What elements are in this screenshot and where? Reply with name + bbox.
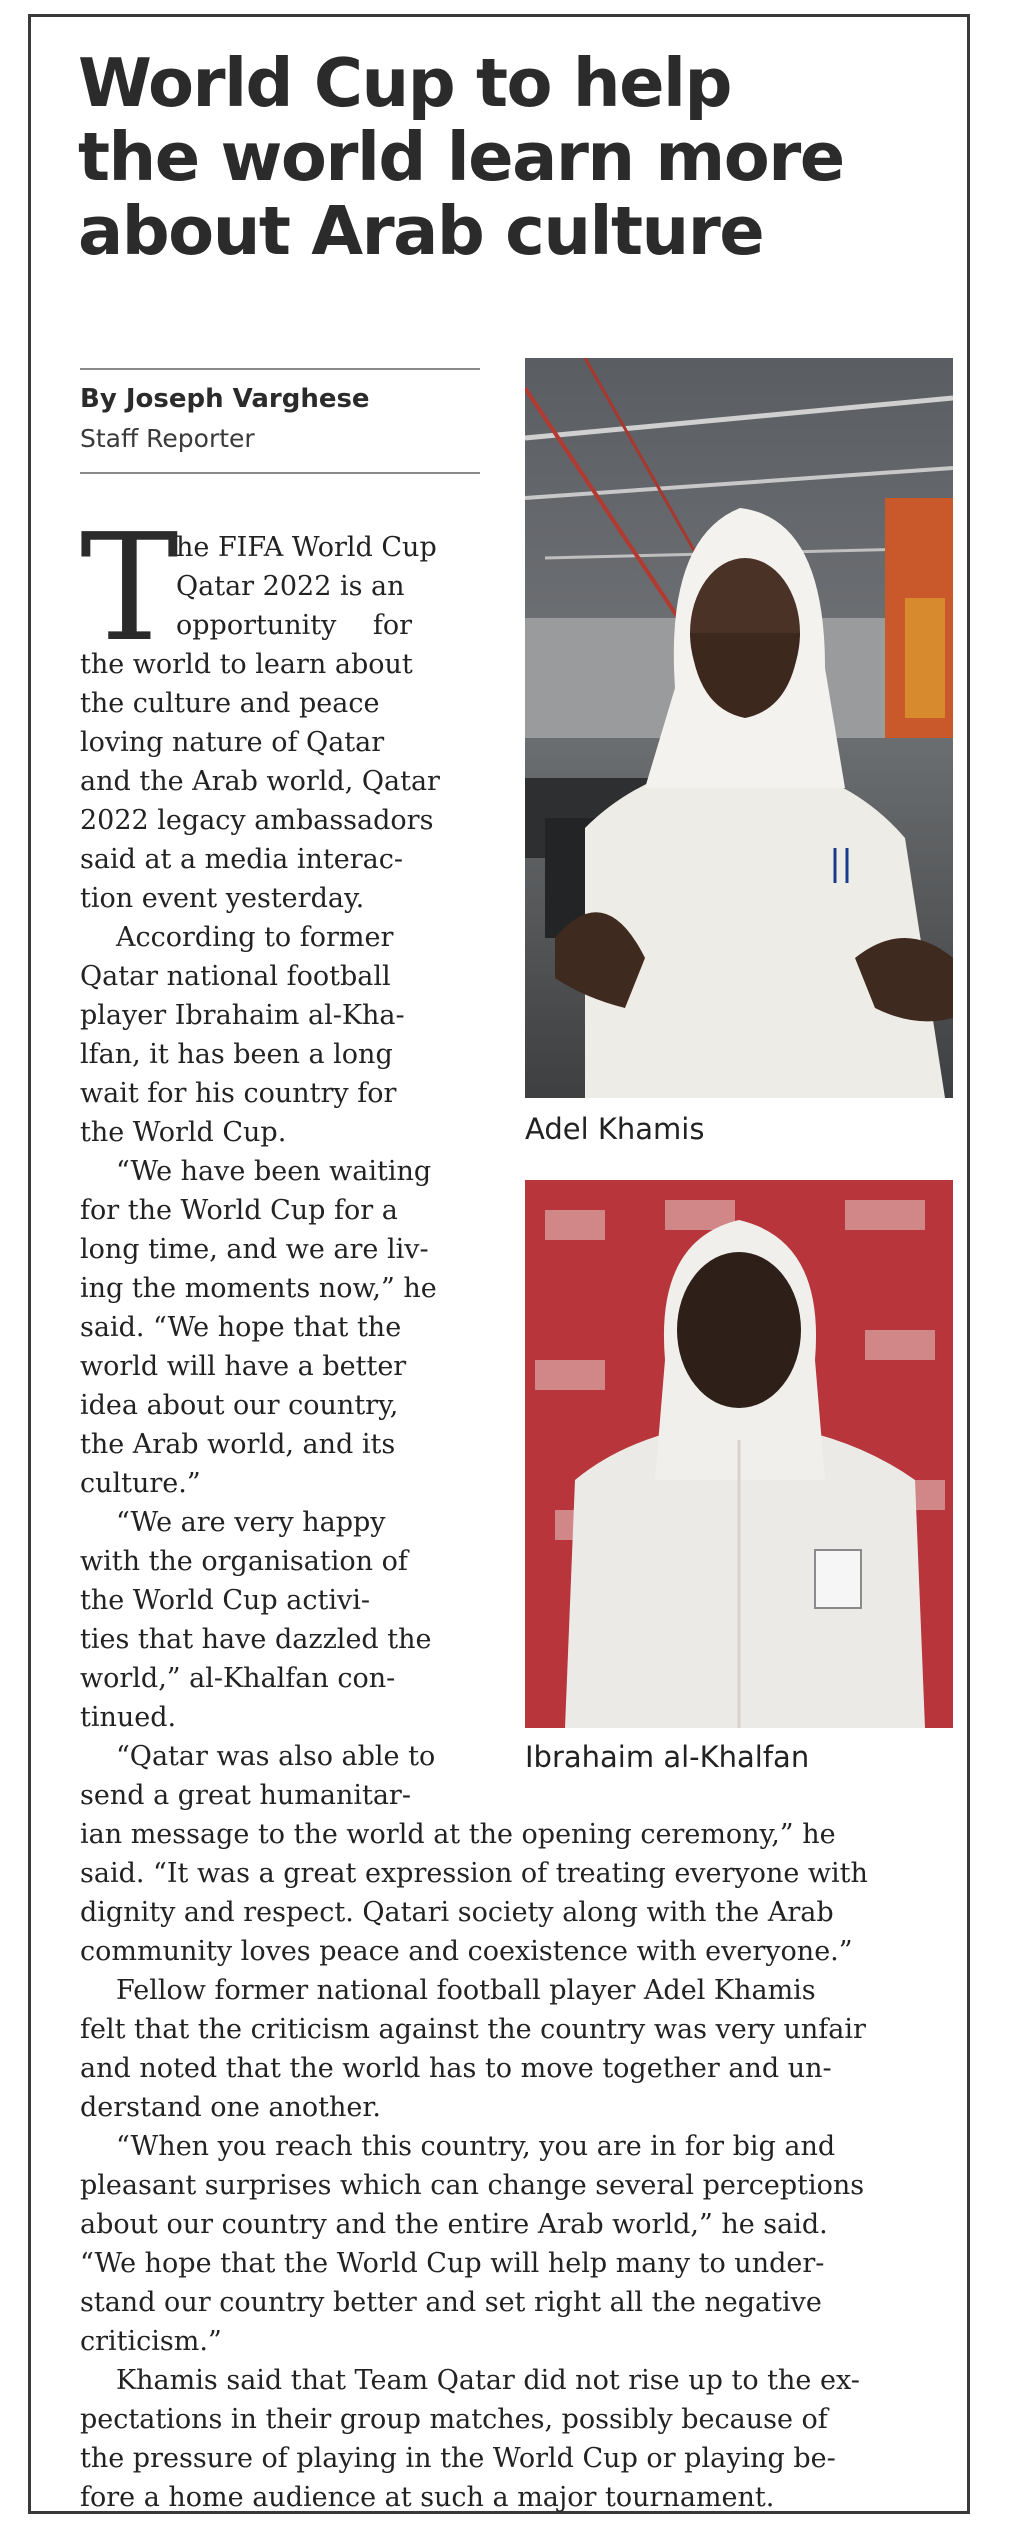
body-line: the Arab world, and its [80,1429,396,1460]
headline-line: World Cup to help [78,44,731,122]
lead-lines [176,528,475,645]
body-line: culture.” [80,1468,201,1499]
body-line: idea about our country, [80,1390,399,1421]
body-line: Khamis said that Team Qatar did not rise up to the ex- [116,2365,860,2396]
body-line: and the Arab world, Qatar [80,766,440,797]
body-line: Fellow former national football player Adel Khamis [116,1975,816,2006]
body-line: pectations in their group matches, possibly because of [80,2404,828,2435]
body-line: for the World Cup for a [80,1195,398,1226]
body-line: send a great humanitar- [80,1780,411,1811]
byline: By Joseph Varghese [80,384,370,414]
body-line: wait for his country for [80,1078,397,1109]
body-line: long time, and we are liv- [80,1234,429,1265]
body-line: world,” al-Khalfan con- [80,1663,396,1694]
body-line: community loves peace and coexistence with everyone.” [80,1936,853,1967]
body-line: pleasant surprises which can change several perceptions [80,2170,865,2201]
lead-line: opportunity for [176,610,413,641]
body-line: “When you reach this country, you are in for big and [116,2131,836,2162]
body-line: felt that the criticism against the country was very unfair [80,2014,866,2045]
body-line: the culture and peace [80,688,380,719]
body-line: ties that have dazzled the [80,1624,432,1655]
body-line: “Qatar was also able to [116,1741,436,1772]
person-photo-icon [525,358,953,1098]
body-line: “We are very happy [116,1507,386,1538]
body-wide [80,1815,940,2517]
body-line: “We hope that the World Cup will help many to under- [80,2248,825,2279]
photo-caption: Ibrahaim al-Khalfan [525,1740,810,1774]
headline [78,46,958,268]
body-line: lfan, it has been a long [80,1039,393,1070]
body-line: criticism.” [80,2326,222,2357]
person-photo-icon [525,1180,953,1728]
body-line: tion event yesterday. [80,883,365,914]
body-line: the pressure of playing in the World Cup or playing be- [80,2443,836,2474]
body-line: ian message to the world at the opening ceremony,” he [80,1819,836,1850]
body-line: the world to learn about [80,649,413,680]
body-line: 2022 legacy ambassadors [80,805,434,836]
body-line: derstand one another. [80,2092,381,2123]
lead-line: he FIFA World Cup [176,532,437,563]
body-line: world will have a better [80,1351,407,1382]
body-line: tinued. [80,1702,177,1733]
body-line: the World Cup. [80,1117,287,1148]
body-line: “We have been waiting [116,1156,432,1187]
photo-caption: Adel Khamis [525,1112,705,1146]
reporter-role: Staff Reporter [80,424,255,453]
headline-line: about Arab culture [78,192,764,270]
body-line: said. “It was a great expression of treating everyone with [80,1858,868,1889]
body-line: According to former [116,922,394,953]
adel-khamis-photo [525,358,953,1098]
body-line: with the organisation of [80,1546,408,1577]
ibrahaim-al-khalfan-photo [525,1180,953,1728]
body-line: ing the moments now,” he [80,1273,437,1304]
body-column [80,645,475,1815]
body-line: said at a media interac- [80,844,403,875]
body-line: fore a home audience at such a major tournament. [80,2482,775,2513]
body-line: and noted that the world has to move together and un- [80,2053,832,2084]
body-line: dignity and respect. Qatari society along with the Arab [80,1897,834,1928]
body-line: loving nature of Qatar [80,727,385,758]
headline-line: the world learn more [78,118,844,196]
body-line: about our country and the entire Arab world,” he said. [80,2209,828,2240]
byline-bottom-rule [80,472,480,474]
body-line: the World Cup activi- [80,1585,371,1616]
byline-top-rule [80,368,480,370]
body-line: said. “We hope that the [80,1312,402,1343]
lead-line: Qatar 2022 is an [176,571,405,602]
body-line: stand our country better and set right all the negative [80,2287,822,2318]
body-line: Qatar national football [80,961,391,992]
body-line: player Ibrahaim al-Kha- [80,1000,405,1031]
drop-cap: T [80,502,179,674]
